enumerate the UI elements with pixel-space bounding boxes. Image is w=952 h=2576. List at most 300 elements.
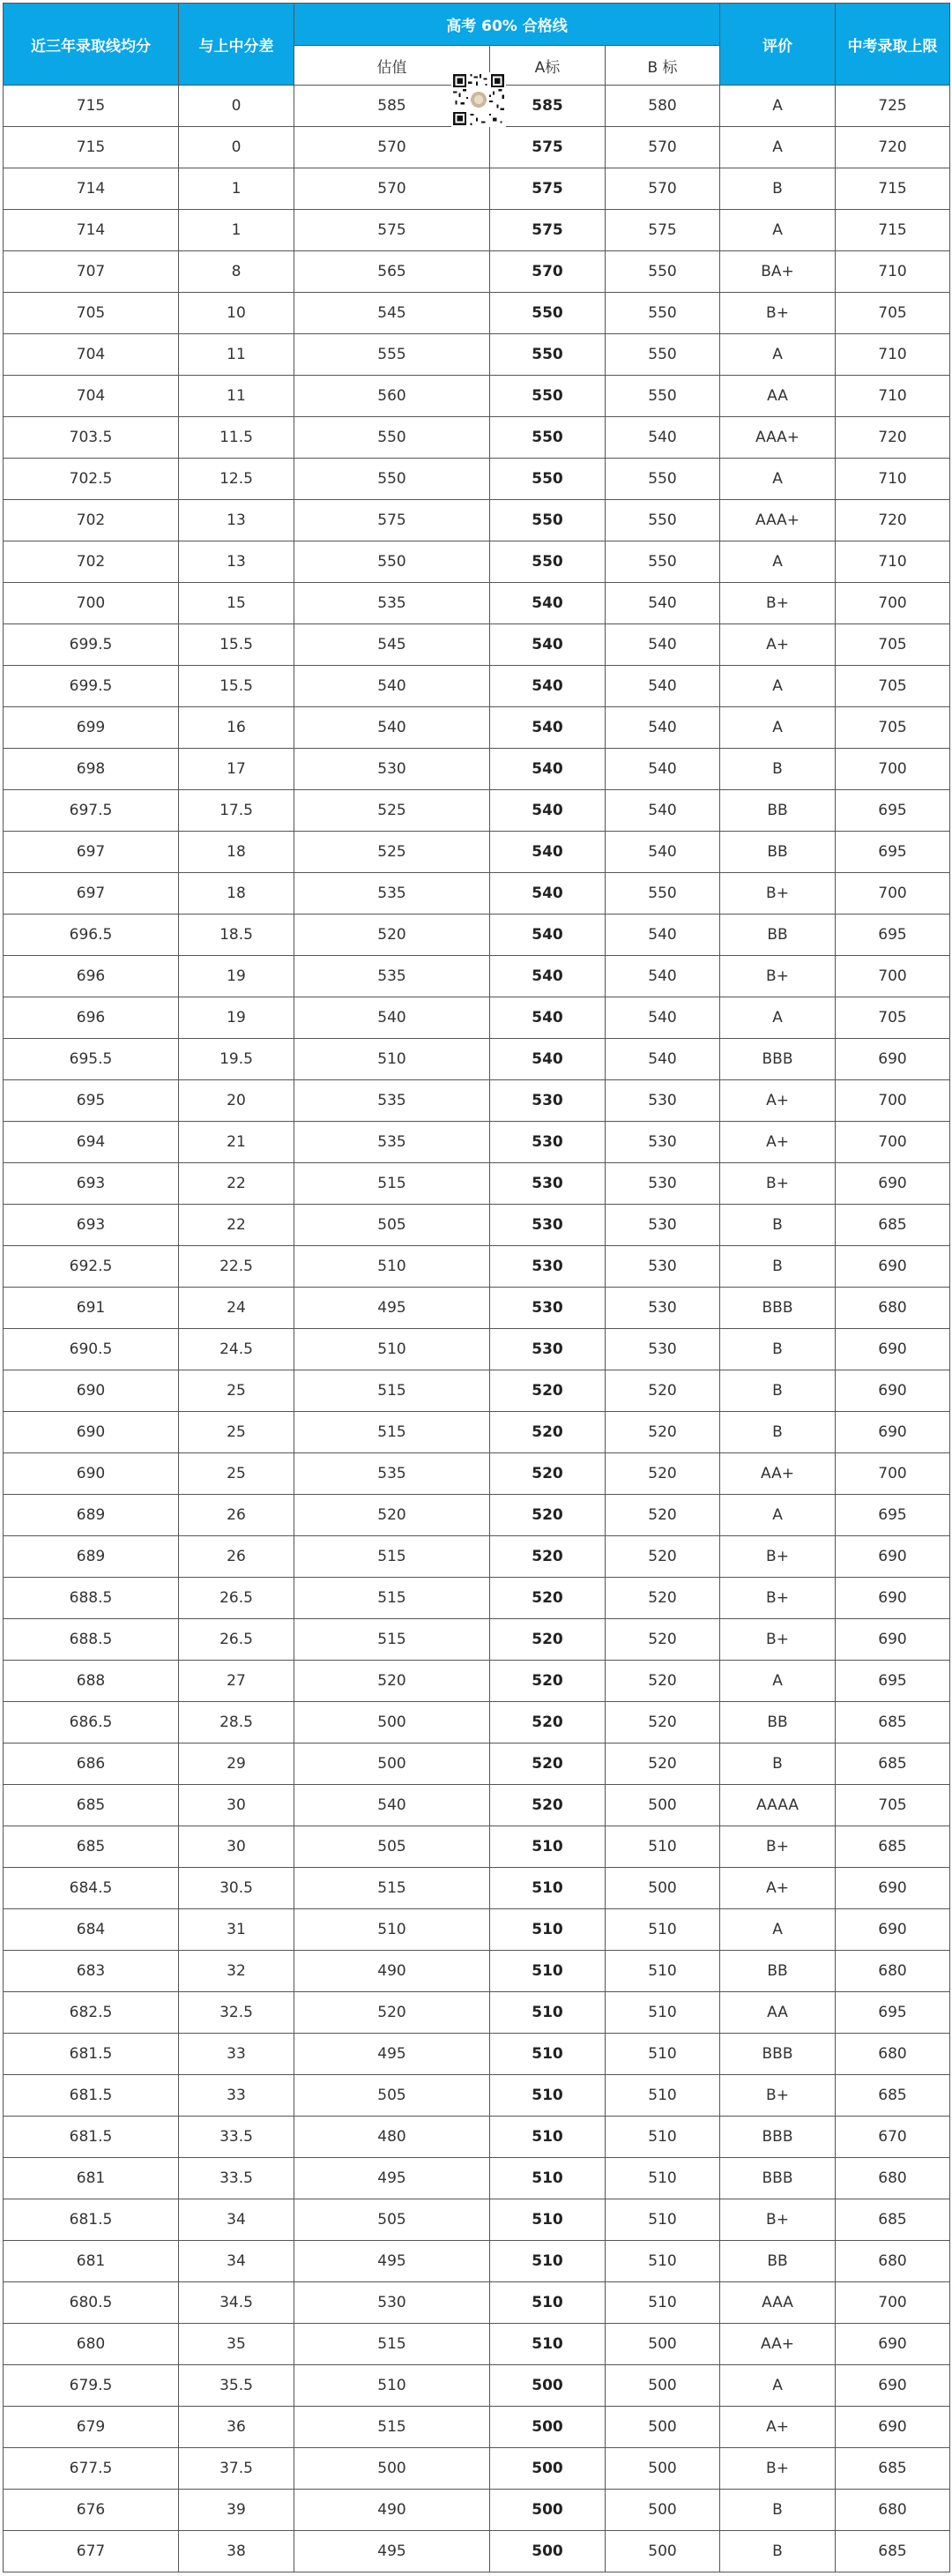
cell-estimate: 510 — [294, 2365, 490, 2407]
cell-b-standard: 530 — [606, 1205, 720, 1246]
header-b-standard: B 标 — [606, 46, 720, 86]
cell-estimate: 515 — [294, 2324, 490, 2365]
cell-avg-score: 688 — [4, 1661, 179, 1702]
cell-upper-limit: 725 — [836, 86, 950, 127]
cell-rating: B+ — [720, 2448, 836, 2490]
table-row — [4, 2117, 950, 2158]
cell-score-diff: 12.5 — [179, 459, 294, 500]
cell-rating: A — [720, 459, 836, 500]
cell-rating: B — [720, 1246, 836, 1288]
cell-a-standard: 540 — [490, 583, 606, 624]
cell-upper-limit: 685 — [836, 2075, 950, 2117]
cell-score-diff: 18 — [179, 873, 294, 915]
table-row — [4, 2365, 950, 2407]
cell-avg-score: 690 — [4, 1453, 179, 1495]
cell-b-standard: 540 — [606, 1039, 720, 1080]
cell-score-diff: 36 — [179, 2407, 294, 2448]
cell-rating: B — [720, 168, 836, 210]
cell-b-standard: 550 — [606, 873, 720, 915]
cell-estimate: 495 — [294, 2034, 490, 2075]
cell-rating: BB — [720, 832, 836, 873]
cell-rating: A — [720, 666, 836, 707]
cell-estimate: 515 — [294, 1868, 490, 1909]
cell-avg-score: 682.5 — [4, 1992, 179, 2034]
cell-avg-score: 697 — [4, 873, 179, 915]
cell-estimate: 535 — [294, 873, 490, 915]
cell-estimate: 585 — [294, 86, 490, 127]
table-row — [4, 334, 950, 376]
cell-b-standard: 500 — [606, 2531, 720, 2572]
cell-upper-limit: 710 — [836, 459, 950, 500]
cell-rating: B — [720, 1743, 836, 1785]
cell-a-standard: 510 — [490, 2241, 606, 2282]
table-row — [4, 1205, 950, 1246]
cell-b-standard: 540 — [606, 956, 720, 997]
cell-estimate: 505 — [294, 2199, 490, 2241]
cell-score-diff: 29 — [179, 1743, 294, 1785]
table-row — [4, 1453, 950, 1495]
cell-rating: BB — [720, 2241, 836, 2282]
cell-avg-score: 677 — [4, 2531, 179, 2572]
cell-rating: A — [720, 127, 836, 168]
cell-upper-limit: 700 — [836, 873, 950, 915]
cell-rating: B+ — [720, 1619, 836, 1661]
cell-b-standard: 510 — [606, 1826, 720, 1868]
cell-avg-score: 696 — [4, 997, 179, 1039]
cell-upper-limit: 715 — [836, 168, 950, 210]
cell-a-standard: 540 — [490, 915, 606, 956]
cell-estimate: 520 — [294, 1992, 490, 2034]
cell-score-diff: 1 — [179, 168, 294, 210]
cell-b-standard: 510 — [606, 1992, 720, 2034]
cell-score-diff: 28.5 — [179, 1702, 294, 1743]
table-row — [4, 1702, 950, 1743]
table-row — [4, 2158, 950, 2199]
table-row — [4, 1661, 950, 1702]
cell-score-diff: 26.5 — [179, 1578, 294, 1619]
cell-rating: BBB — [720, 1039, 836, 1080]
cell-b-standard: 575 — [606, 210, 720, 251]
cell-a-standard: 510 — [490, 1826, 606, 1868]
cell-avg-score: 693 — [4, 1163, 179, 1205]
cell-estimate: 500 — [294, 2448, 490, 2490]
cell-avg-score: 684 — [4, 1909, 179, 1951]
cell-b-standard: 570 — [606, 127, 720, 168]
cell-upper-limit: 690 — [836, 1868, 950, 1909]
cell-avg-score: 715 — [4, 86, 179, 127]
cell-upper-limit: 690 — [836, 1370, 950, 1412]
cell-a-standard: 520 — [490, 1370, 606, 1412]
cell-a-standard: 510 — [490, 2324, 606, 2365]
table-row — [4, 873, 950, 915]
cell-b-standard: 530 — [606, 1329, 720, 1370]
cell-score-diff: 31 — [179, 1909, 294, 1951]
table-row — [4, 790, 950, 832]
cell-upper-limit: 690 — [836, 2324, 950, 2365]
cell-a-standard: 520 — [490, 1453, 606, 1495]
cell-rating: BB — [720, 1702, 836, 1743]
cell-rating: A — [720, 1661, 836, 1702]
table-row — [4, 997, 950, 1039]
cell-b-standard: 500 — [606, 2448, 720, 2490]
cell-b-standard: 510 — [606, 1909, 720, 1951]
cell-upper-limit: 695 — [836, 1661, 950, 1702]
cell-b-standard: 530 — [606, 1122, 720, 1163]
cell-avg-score: 694 — [4, 1122, 179, 1163]
cell-score-diff: 11 — [179, 376, 294, 417]
cell-score-diff: 35.5 — [179, 2365, 294, 2407]
cell-upper-limit: 705 — [836, 624, 950, 666]
cell-avg-score: 685 — [4, 1826, 179, 1868]
cell-upper-limit: 705 — [836, 293, 950, 334]
cell-estimate: 530 — [294, 2282, 490, 2324]
cell-avg-score: 688.5 — [4, 1619, 179, 1661]
cell-rating: A — [720, 210, 836, 251]
cell-rating: B — [720, 2490, 836, 2531]
cell-avg-score: 686.5 — [4, 1702, 179, 1743]
cell-b-standard: 540 — [606, 417, 720, 459]
table-row — [4, 2531, 950, 2572]
cell-score-diff: 11.5 — [179, 417, 294, 459]
cell-rating: B — [720, 1412, 836, 1453]
table-row — [4, 915, 950, 956]
cell-b-standard: 540 — [606, 832, 720, 873]
cell-estimate: 555 — [294, 334, 490, 376]
cell-avg-score: 696 — [4, 956, 179, 997]
cell-a-standard: 540 — [490, 666, 606, 707]
cell-b-standard: 530 — [606, 1080, 720, 1122]
cell-a-standard: 530 — [490, 1288, 606, 1329]
cell-rating: BBB — [720, 2117, 836, 2158]
cell-rating: AAAA — [720, 1785, 836, 1826]
cell-score-diff: 25 — [179, 1453, 294, 1495]
cell-estimate: 500 — [294, 1743, 490, 1785]
table-row — [4, 2324, 950, 2365]
table-row — [4, 666, 950, 707]
cell-estimate: 545 — [294, 293, 490, 334]
cell-rating: B — [720, 2531, 836, 2572]
cell-a-standard: 550 — [490, 417, 606, 459]
cell-a-standard: 510 — [490, 1909, 606, 1951]
table-row — [4, 1288, 950, 1329]
cell-rating: B+ — [720, 293, 836, 334]
table-row — [4, 1536, 950, 1578]
cell-b-standard: 520 — [606, 1702, 720, 1743]
table-body — [4, 86, 950, 2572]
cell-a-standard: 500 — [490, 2448, 606, 2490]
cell-rating: AAA+ — [720, 500, 836, 541]
cell-b-standard: 510 — [606, 2241, 720, 2282]
cell-rating: A+ — [720, 1080, 836, 1122]
cell-score-diff: 33 — [179, 2034, 294, 2075]
cell-estimate: 495 — [294, 2241, 490, 2282]
table-row — [4, 2407, 950, 2448]
cell-b-standard: 550 — [606, 500, 720, 541]
cell-rating: A — [720, 707, 836, 749]
cell-b-standard: 500 — [606, 2490, 720, 2531]
cell-a-standard: 540 — [490, 832, 606, 873]
cell-rating: AA — [720, 1992, 836, 2034]
cell-upper-limit: 685 — [836, 2448, 950, 2490]
cell-estimate: 535 — [294, 1080, 490, 1122]
cell-upper-limit: 695 — [836, 832, 950, 873]
cell-avg-score: 703.5 — [4, 417, 179, 459]
cell-upper-limit: 710 — [836, 334, 950, 376]
table-row — [4, 1039, 950, 1080]
table-row — [4, 2241, 950, 2282]
cell-a-standard: 540 — [490, 624, 606, 666]
cell-rating: B+ — [720, 1578, 836, 1619]
cell-upper-limit: 685 — [836, 2199, 950, 2241]
cell-estimate: 505 — [294, 1205, 490, 1246]
cell-b-standard: 540 — [606, 915, 720, 956]
cell-score-diff: 30 — [179, 1826, 294, 1868]
table-row — [4, 1495, 950, 1536]
cell-estimate: 565 — [294, 251, 490, 293]
cell-a-standard: 530 — [490, 1205, 606, 1246]
header-score-diff: 与上中分差 — [179, 4, 294, 86]
table-row — [4, 583, 950, 624]
cell-avg-score: 677.5 — [4, 2448, 179, 2490]
cell-score-diff: 33.5 — [179, 2117, 294, 2158]
cell-avg-score: 681 — [4, 2158, 179, 2199]
cell-estimate: 545 — [294, 624, 490, 666]
table-row — [4, 127, 950, 168]
cell-b-standard: 510 — [606, 2034, 720, 2075]
cell-avg-score: 692.5 — [4, 1246, 179, 1288]
cell-a-standard: 510 — [490, 2282, 606, 2324]
cell-upper-limit: 690 — [836, 2365, 950, 2407]
table-row — [4, 2282, 950, 2324]
cell-avg-score: 689 — [4, 1536, 179, 1578]
cell-score-diff: 32.5 — [179, 1992, 294, 2034]
cell-rating: AA — [720, 376, 836, 417]
cell-upper-limit: 685 — [836, 1826, 950, 1868]
cell-b-standard: 500 — [606, 1868, 720, 1909]
table-row — [4, 1992, 950, 2034]
table-row — [4, 2448, 950, 2490]
cell-avg-score: 697 — [4, 832, 179, 873]
table-row — [4, 832, 950, 873]
table-row — [4, 1619, 950, 1661]
cell-upper-limit: 710 — [836, 541, 950, 583]
cell-score-diff: 19.5 — [179, 1039, 294, 1080]
cell-a-standard: 575 — [490, 210, 606, 251]
cell-a-standard: 520 — [490, 1619, 606, 1661]
cell-a-standard: 520 — [490, 1702, 606, 1743]
cell-score-diff: 15 — [179, 583, 294, 624]
cell-avg-score: 714 — [4, 168, 179, 210]
table-row — [4, 1909, 950, 1951]
cell-score-diff: 35 — [179, 2324, 294, 2365]
cell-score-diff: 13 — [179, 541, 294, 583]
cell-rating: BB — [720, 790, 836, 832]
cell-rating: A+ — [720, 1868, 836, 1909]
table-row — [4, 293, 950, 334]
cell-score-diff: 34 — [179, 2241, 294, 2282]
table-row — [4, 2075, 950, 2117]
cell-rating: AA+ — [720, 2324, 836, 2365]
cell-score-diff: 22 — [179, 1205, 294, 1246]
cell-rating: A+ — [720, 2407, 836, 2448]
cell-upper-limit: 710 — [836, 376, 950, 417]
cell-b-standard: 500 — [606, 2324, 720, 2365]
cell-rating: B — [720, 1205, 836, 1246]
cell-score-diff: 39 — [179, 2490, 294, 2531]
cell-b-standard: 510 — [606, 2075, 720, 2117]
cell-b-standard: 520 — [606, 1453, 720, 1495]
cell-rating: A — [720, 997, 836, 1039]
cell-upper-limit: 710 — [836, 251, 950, 293]
cell-score-diff: 17.5 — [179, 790, 294, 832]
cell-score-diff: 26 — [179, 1536, 294, 1578]
cell-rating: B+ — [720, 583, 836, 624]
header-rating: 评价 — [720, 4, 836, 86]
table-row — [4, 1122, 950, 1163]
cell-estimate: 570 — [294, 127, 490, 168]
cell-b-standard: 540 — [606, 624, 720, 666]
cell-a-standard: 540 — [490, 707, 606, 749]
cell-avg-score: 700 — [4, 583, 179, 624]
cell-score-diff: 18.5 — [179, 915, 294, 956]
cell-b-standard: 520 — [606, 1661, 720, 1702]
cell-score-diff: 15.5 — [179, 624, 294, 666]
cell-a-standard: 520 — [490, 1536, 606, 1578]
cell-a-standard: 510 — [490, 1992, 606, 2034]
cell-avg-score: 693 — [4, 1205, 179, 1246]
cell-estimate: 550 — [294, 541, 490, 583]
cell-b-standard: 520 — [606, 1743, 720, 1785]
cell-b-standard: 530 — [606, 1246, 720, 1288]
cell-upper-limit: 690 — [836, 1329, 950, 1370]
cell-a-standard: 510 — [490, 2034, 606, 2075]
cell-b-standard: 510 — [606, 2199, 720, 2241]
cell-b-standard: 520 — [606, 1412, 720, 1453]
cell-b-standard: 570 — [606, 168, 720, 210]
cell-a-standard: 510 — [490, 1951, 606, 1992]
cell-upper-limit: 690 — [836, 1412, 950, 1453]
cell-estimate: 520 — [294, 1661, 490, 1702]
cell-a-standard: 510 — [490, 2117, 606, 2158]
cell-a-standard: 550 — [490, 541, 606, 583]
cell-estimate: 570 — [294, 168, 490, 210]
cell-estimate: 515 — [294, 1412, 490, 1453]
cell-upper-limit: 680 — [836, 2241, 950, 2282]
cell-rating: BB — [720, 915, 836, 956]
cell-b-standard: 510 — [606, 2282, 720, 2324]
cell-estimate: 495 — [294, 1288, 490, 1329]
table-row — [4, 2034, 950, 2075]
cell-score-diff: 10 — [179, 293, 294, 334]
cell-upper-limit: 700 — [836, 583, 950, 624]
cell-upper-limit: 690 — [836, 1619, 950, 1661]
cell-estimate: 500 — [294, 1702, 490, 1743]
cell-upper-limit: 705 — [836, 1785, 950, 1826]
cell-avg-score: 681.5 — [4, 2075, 179, 2117]
cell-a-standard: 570 — [490, 251, 606, 293]
cell-rating: B+ — [720, 873, 836, 915]
cell-score-diff: 18 — [179, 832, 294, 873]
cell-estimate: 480 — [294, 2117, 490, 2158]
table-row — [4, 1246, 950, 1288]
cell-score-diff: 8 — [179, 251, 294, 293]
cell-upper-limit: 680 — [836, 1288, 950, 1329]
table-row — [4, 1951, 950, 1992]
table-row — [4, 749, 950, 790]
cell-rating: B — [720, 1370, 836, 1412]
cell-rating: A — [720, 1909, 836, 1951]
table-row — [4, 417, 950, 459]
table-row — [4, 168, 950, 210]
cell-upper-limit: 670 — [836, 2117, 950, 2158]
cell-avg-score: 681.5 — [4, 2117, 179, 2158]
cell-upper-limit: 690 — [836, 1536, 950, 1578]
cell-estimate: 575 — [294, 500, 490, 541]
cell-avg-score: 690.5 — [4, 1329, 179, 1370]
cell-estimate: 550 — [294, 459, 490, 500]
cell-rating: B — [720, 1329, 836, 1370]
cell-upper-limit: 695 — [836, 1992, 950, 2034]
cell-estimate: 540 — [294, 707, 490, 749]
cell-score-diff: 13 — [179, 500, 294, 541]
cell-estimate: 510 — [294, 1909, 490, 1951]
cell-b-standard: 520 — [606, 1370, 720, 1412]
table-row — [4, 210, 950, 251]
table-row — [4, 1412, 950, 1453]
cell-b-standard: 540 — [606, 790, 720, 832]
table-row — [4, 1868, 950, 1909]
cell-b-standard: 550 — [606, 334, 720, 376]
table-row — [4, 1578, 950, 1619]
cell-score-diff: 33.5 — [179, 2158, 294, 2199]
cell-score-diff: 27 — [179, 1661, 294, 1702]
cell-estimate: 510 — [294, 1039, 490, 1080]
cell-estimate: 535 — [294, 956, 490, 997]
cell-avg-score: 695 — [4, 1080, 179, 1122]
cell-estimate: 495 — [294, 2531, 490, 2572]
cell-a-standard: 500 — [490, 2490, 606, 2531]
cell-rating: AAA+ — [720, 417, 836, 459]
table-row — [4, 1370, 950, 1412]
cell-avg-score: 691 — [4, 1288, 179, 1329]
cell-avg-score: 704 — [4, 376, 179, 417]
cell-score-diff: 0 — [179, 127, 294, 168]
table-row — [4, 251, 950, 293]
cell-avg-score: 676 — [4, 2490, 179, 2531]
cell-a-standard: 550 — [490, 500, 606, 541]
cell-avg-score: 699.5 — [4, 624, 179, 666]
cell-estimate: 510 — [294, 1246, 490, 1288]
cell-upper-limit: 720 — [836, 127, 950, 168]
cell-score-diff: 30.5 — [179, 1868, 294, 1909]
cell-score-diff: 19 — [179, 956, 294, 997]
cell-rating: AAA — [720, 2282, 836, 2324]
cell-estimate: 515 — [294, 1536, 490, 1578]
cell-rating: BBB — [720, 1288, 836, 1329]
cell-rating: B+ — [720, 2075, 836, 2117]
table-row — [4, 707, 950, 749]
cell-rating: A+ — [720, 624, 836, 666]
table-row — [4, 2199, 950, 2241]
cell-score-diff: 32 — [179, 1951, 294, 1992]
cell-rating: A — [720, 86, 836, 127]
cell-upper-limit: 695 — [836, 1495, 950, 1536]
cell-score-diff: 38 — [179, 2531, 294, 2572]
cell-avg-score: 697.5 — [4, 790, 179, 832]
cell-b-standard: 550 — [606, 251, 720, 293]
table-row — [4, 500, 950, 541]
cell-rating: AA+ — [720, 1453, 836, 1495]
